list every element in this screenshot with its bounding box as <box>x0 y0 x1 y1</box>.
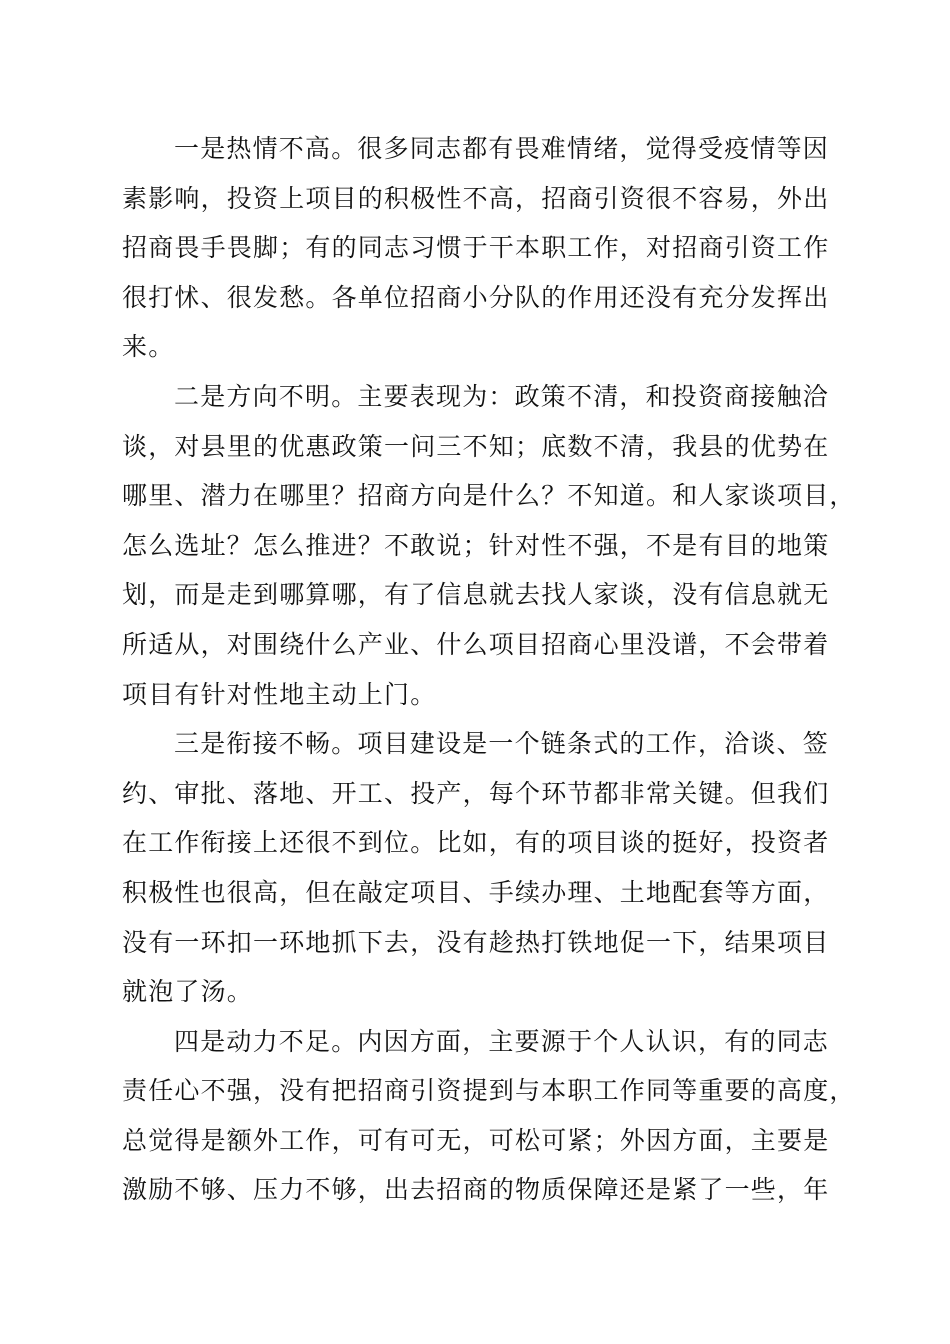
paragraph-line: 就泡了汤。 <box>122 977 254 1007</box>
paragraph-line: 谈，对县里的优惠政策一问三不知；底数不清，我县的优势在 <box>122 431 830 461</box>
paragraph-line: 二是方向不明。主要表现为：政策不清，和投资商接触洽 <box>174 381 830 411</box>
paragraph-line: 划，而是走到哪算哪，有了信息就去找人家谈，没有信息就无 <box>122 580 830 610</box>
paragraph-2 <box>122 372 864 719</box>
paragraph-line: 所适从，对围绕什么产业、什么项目招商心里没谱，不会带着 <box>122 629 830 659</box>
paragraph-line: 很打怵、很发愁。各单位招商小分队的作用还没有充分发挥出 <box>122 282 830 312</box>
paragraph-line: 责任心不强，没有把招商引资提到与本职工作同等重要的高度， <box>122 1076 856 1106</box>
paragraph-line: 怎么选址？怎么推进？不敢说；针对性不强，不是有目的地策 <box>122 530 830 560</box>
paragraph-line: 项目有针对性地主动上门。 <box>122 679 437 709</box>
paragraph-line: 四是动力不足。内因方面，主要源于个人认识，有的同志 <box>174 1026 830 1056</box>
paragraph-line: 在工作衔接上还很不到位。比如，有的项目谈的挺好，投资者 <box>122 828 830 858</box>
paragraph-line: 招商畏手畏脚；有的同志习惯于干本职工作，对招商引资工作 <box>122 233 830 263</box>
paragraph-line: 积极性也很高，但在敲定项目、手续办理、土地配套等方面， <box>122 877 830 907</box>
paragraph-line: 来。 <box>122 332 175 362</box>
paragraph-line: 素影响，投资上项目的积极性不高，招商引资很不容易，外出 <box>122 183 830 213</box>
paragraph-line: 没有一环扣一环地抓下去，没有趁热打铁地促一下，结果项目 <box>122 927 830 957</box>
document-body <box>122 124 864 1215</box>
paragraph-3 <box>122 719 864 1017</box>
paragraph-line: 总觉得是额外工作，可有可无，可松可紧；外因方面，主要是 <box>122 1125 830 1155</box>
paragraph-line: 一是热情不高。很多同志都有畏难情绪，觉得受疫情等因 <box>174 134 830 163</box>
paragraph-line: 约、审批、落地、开工、投产，每个环节都非常关键。但我们 <box>122 778 830 808</box>
paragraph-4 <box>122 1017 864 1215</box>
paragraph-line: 哪里、潜力在哪里？招商方向是什么？不知道。和人家谈项目， <box>122 481 856 511</box>
paragraph-line: 三是衔接不畅。项目建设是一个链条式的工作，洽谈、签 <box>174 729 830 759</box>
paragraph-line: 激励不够、压力不够，出去招商的物质保障还是紧了一些，年 <box>122 1175 830 1205</box>
paragraph-1 <box>122 124 864 372</box>
